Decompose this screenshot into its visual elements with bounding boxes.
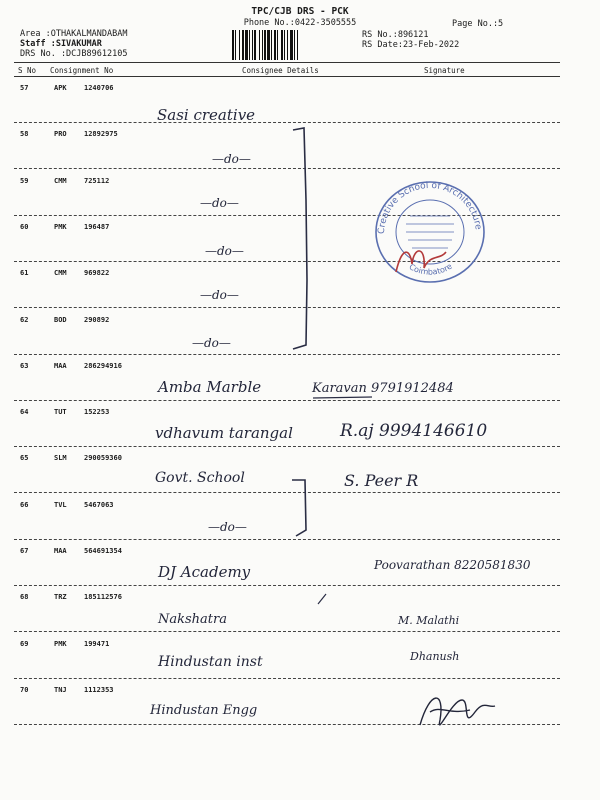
row-consignment-code: MAA bbox=[54, 362, 67, 370]
row-consignment-number: 725112 bbox=[84, 177, 110, 185]
rs-date: RS Date:23-Feb-2022 bbox=[362, 40, 460, 50]
row-consignment-number: 185112576 bbox=[84, 593, 122, 601]
row-sno: 65 bbox=[20, 454, 29, 462]
col-sno: S No bbox=[18, 66, 37, 75]
row-consignment-number: 564691354 bbox=[84, 547, 122, 555]
row-consignment-code: PMK bbox=[54, 640, 67, 648]
staff-label: Staff :SIVAKUMAR bbox=[20, 39, 102, 49]
phone-number: Phone No.:0422-3505555 bbox=[243, 18, 357, 28]
row-consignment-number: 196487 bbox=[84, 223, 110, 231]
row-consignment-code: PRO bbox=[54, 130, 67, 138]
consignee-68: Nakshatra bbox=[158, 612, 227, 627]
row-sno: 59 bbox=[20, 177, 29, 185]
consignee-63: Amba Marble bbox=[158, 378, 262, 396]
stamp-bottom-text: Coimbatore bbox=[407, 261, 454, 277]
row-sno: 64 bbox=[20, 408, 29, 416]
row-consignment-number: 1240706 bbox=[84, 84, 114, 92]
consignee-59: —do— bbox=[200, 196, 239, 210]
row-consignment-number: 199471 bbox=[84, 640, 110, 648]
row-consignment-number: 5467063 bbox=[84, 501, 114, 509]
signature-64: R.aj 9994146610 bbox=[340, 421, 488, 441]
signature-69: Dhanush bbox=[410, 650, 460, 663]
row-consignment-number: 12892975 bbox=[84, 130, 118, 138]
consignee-60: —do— bbox=[205, 244, 244, 258]
row-sno: 62 bbox=[20, 316, 29, 324]
row-sno: 68 bbox=[20, 593, 29, 601]
consignee-65: Govt. School bbox=[155, 470, 245, 486]
row-consignment-code: TRZ bbox=[54, 593, 67, 601]
row-sno: 57 bbox=[20, 84, 29, 92]
row-sno: 61 bbox=[20, 269, 29, 277]
row-consignment-number: 1112353 bbox=[84, 686, 114, 694]
consignee-62: —do— bbox=[192, 336, 231, 350]
signature-63: Karavan 9791912484 bbox=[312, 381, 454, 396]
rs-number: RS No.:896121 bbox=[362, 30, 429, 40]
row-sno: 63 bbox=[20, 362, 29, 370]
consignee-66: —do— bbox=[208, 520, 247, 534]
institution-stamp bbox=[366, 176, 494, 286]
consignee-70: Hindustan Engg bbox=[150, 703, 258, 718]
row-sno: 69 bbox=[20, 640, 29, 648]
row-consignment-code: TVL bbox=[54, 501, 67, 509]
row-consignment-code: SLM bbox=[54, 454, 67, 462]
area-label: Area :OTHAKALMANDABAM bbox=[20, 29, 128, 39]
row-consignment-code: CMM bbox=[54, 177, 67, 185]
row-consignment-code: TNJ bbox=[54, 686, 67, 694]
col-consignment: Consignment No bbox=[50, 66, 114, 75]
consignee-57: Sasi creative bbox=[157, 106, 256, 124]
row-consignment-code: MAA bbox=[54, 547, 67, 555]
row-consignment-code: BOD bbox=[54, 316, 67, 324]
row-consignment-code: CMM bbox=[54, 269, 67, 277]
row-sno: 60 bbox=[20, 223, 29, 231]
row-consignment-code: TUT bbox=[54, 408, 67, 416]
row-sno: 66 bbox=[20, 501, 29, 509]
row-sno: 58 bbox=[20, 130, 29, 138]
row-consignment-code: APK bbox=[54, 84, 67, 92]
consignee-64: vdhavum tarangal bbox=[155, 424, 293, 442]
svg-text:Creative School of Architectur bbox=[377, 181, 483, 234]
col-signature: Signature bbox=[424, 66, 465, 75]
row-consignment-code: PMK bbox=[54, 223, 67, 231]
stamp-top-text: Creative School of Architecture bbox=[376, 180, 483, 235]
consignee-67: DJ Academy bbox=[158, 563, 251, 581]
consignee-69: Hindustan inst bbox=[158, 654, 263, 670]
row-consignment-number: 290892 bbox=[84, 316, 110, 324]
row-sno: 70 bbox=[20, 686, 29, 694]
row-sno: 67 bbox=[20, 547, 29, 555]
document-title: TPC/CJB DRS - PCK bbox=[251, 6, 349, 17]
consignee-61: —do— bbox=[200, 288, 239, 302]
row-consignment-number: 286294916 bbox=[84, 362, 122, 370]
page-number: Page No.:5 bbox=[452, 19, 504, 29]
signature-68: M. Malathi bbox=[398, 614, 460, 627]
col-consignee: Consignee Details bbox=[242, 66, 319, 75]
drs-number: DRS No. :DCJB89612105 bbox=[20, 49, 128, 59]
row-consignment-number: 152253 bbox=[84, 408, 110, 416]
signature-67: Poovarathan 8220581830 bbox=[374, 558, 531, 572]
consignee-58: —do— bbox=[212, 152, 251, 166]
signature-65: S. Peer R bbox=[344, 471, 419, 490]
row-consignment-number: 969822 bbox=[84, 269, 110, 277]
row-consignment-number: 290059360 bbox=[84, 454, 122, 462]
